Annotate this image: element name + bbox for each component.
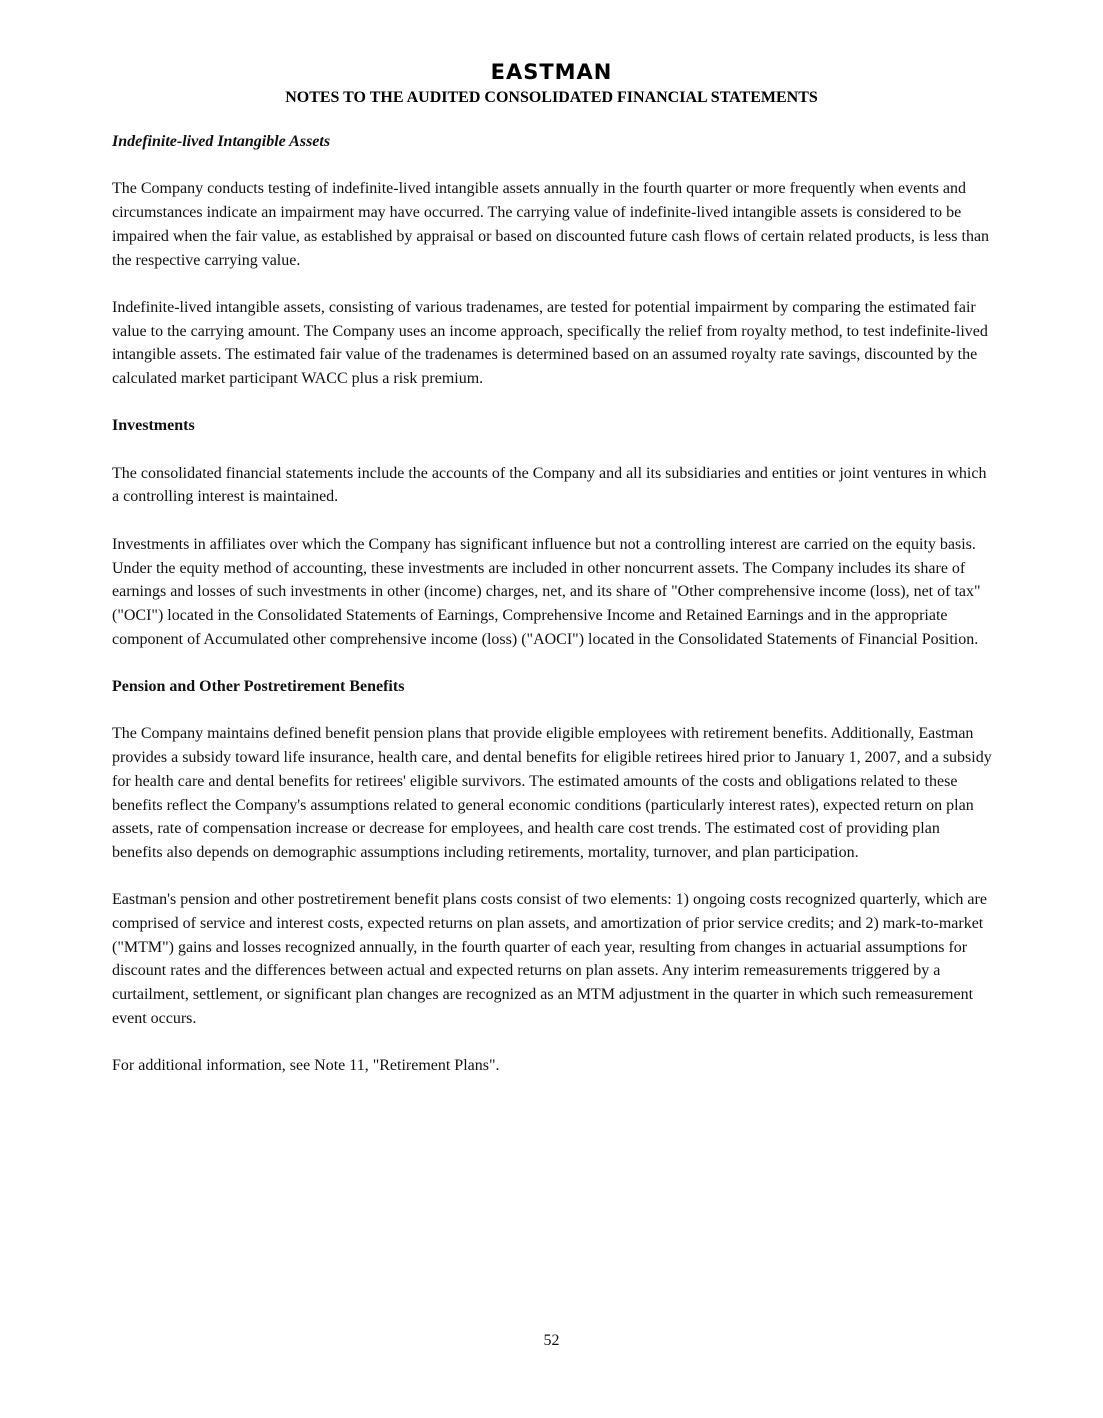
paragraph-pension-1: The Company maintains defined benefit pension plans that provide eligible employees with retirement benefits. Additionally, Eastman provides a subsidy toward life insurance, health care, and dental benefits for eligible retirees hired prior to January 1, 2007, and a subsidy for health care and dental benefits for retirees' eligible survivors. The estimated amounts of the costs and obligations related to these benefits reflect the Company's assumptions related to general economic conditions (particularly interest rates), expected return on plan assets, rate of compensation increase or decrease for employees, and health care cost trends. The estimated cost of providing plan benefits also depends on demographic assumptions including retirements, mortality, turnover, and plan participation.: [112, 725, 992, 861]
section-heading-indefinite-lived-intangible-assets: Indefinite-lived Intangible Assets: [112, 133, 331, 150]
eastman-logo: EASTMAN: [490, 60, 613, 84]
paragraph-indefinite-1: The Company conducts testing of indefinite-lived intangible assets annually in the fourth quarter or more frequently when events and circumstances indicate an impairment may have occurred. The carrying value of indefinite-lived intangible assets is considered to be impaired when the fair value, as established by appraisal or based on discounted future cash flows of certain related products, is less than the respective carrying value.: [112, 180, 990, 269]
document-title: NOTES TO THE AUDITED CONSOLIDATED FINANCIAL STATEMENTS: [285, 89, 818, 106]
paragraph-pension-3: For additional information, see Note 11, "Retirement Plans".: [112, 1057, 500, 1075]
paragraph-indefinite-2: Indefinite-lived intangible assets, consisting of various tradenames, are tested for potential impairment by comparing the estimated fair value to the carrying amount. The Company uses an income approach, specifically the relief from royalty method, to test indefinite-lived intangible assets. The estimated fair value of the tradenames is determined based on an assumed royalty rate savings, discounted by the calculated market participant WACC plus a risk premium.: [112, 298, 988, 387]
section-heading-pension: Pension and Other Postretirement Benefits: [112, 678, 405, 696]
section-heading-investments: Investments: [112, 417, 195, 435]
paragraph-pension-2: Eastman's pension and other postretirement benefit plans costs consist of two elements: 1) ongoing costs recognized quarterly, which are comprised of service and interest costs, expected returns on plan assets, and amortization of prior service credits; and 2) mark-to-market ("MTM") gains and losses recognized annually, in the fourth quarter of each year, resulting from changes in actuarial assumptions for discount rates and the differences between actual and expected returns on plan assets. Any interim remeasurements triggered by a curtailment, settlement, or significant plan changes are recognized as an MTM adjustment in the quarter in which such remeasurement event occurs.: [112, 891, 987, 1027]
paragraph-investments-1: The consolidated financial statements include the accounts of the Company and all its subsidiaries and entities or joint ventures in which a controlling interest is maintained.: [112, 464, 987, 506]
document-body: [112, 130, 992, 1078]
paragraph-investments-2: Investments in affiliates over which the Company has significant influence but not a controlling interest are carried on the equity basis. Under the equity method of accounting, these investments are included in other noncurrent assets. The Company includes its share of earnings and losses of such investments in other (income) charges, net, and its share of "Other comprehensive income (loss), net of tax" ("OCI") located in the Consolidated Statements of Earnings, Comprehensive Income and Retained Earnings and in the appropriate component of Accumulated other comprehensive income (loss) ("AOCI") located in the Consolidated Statements of Financial Position.: [112, 535, 981, 648]
page-number: 52: [543, 1332, 560, 1349]
